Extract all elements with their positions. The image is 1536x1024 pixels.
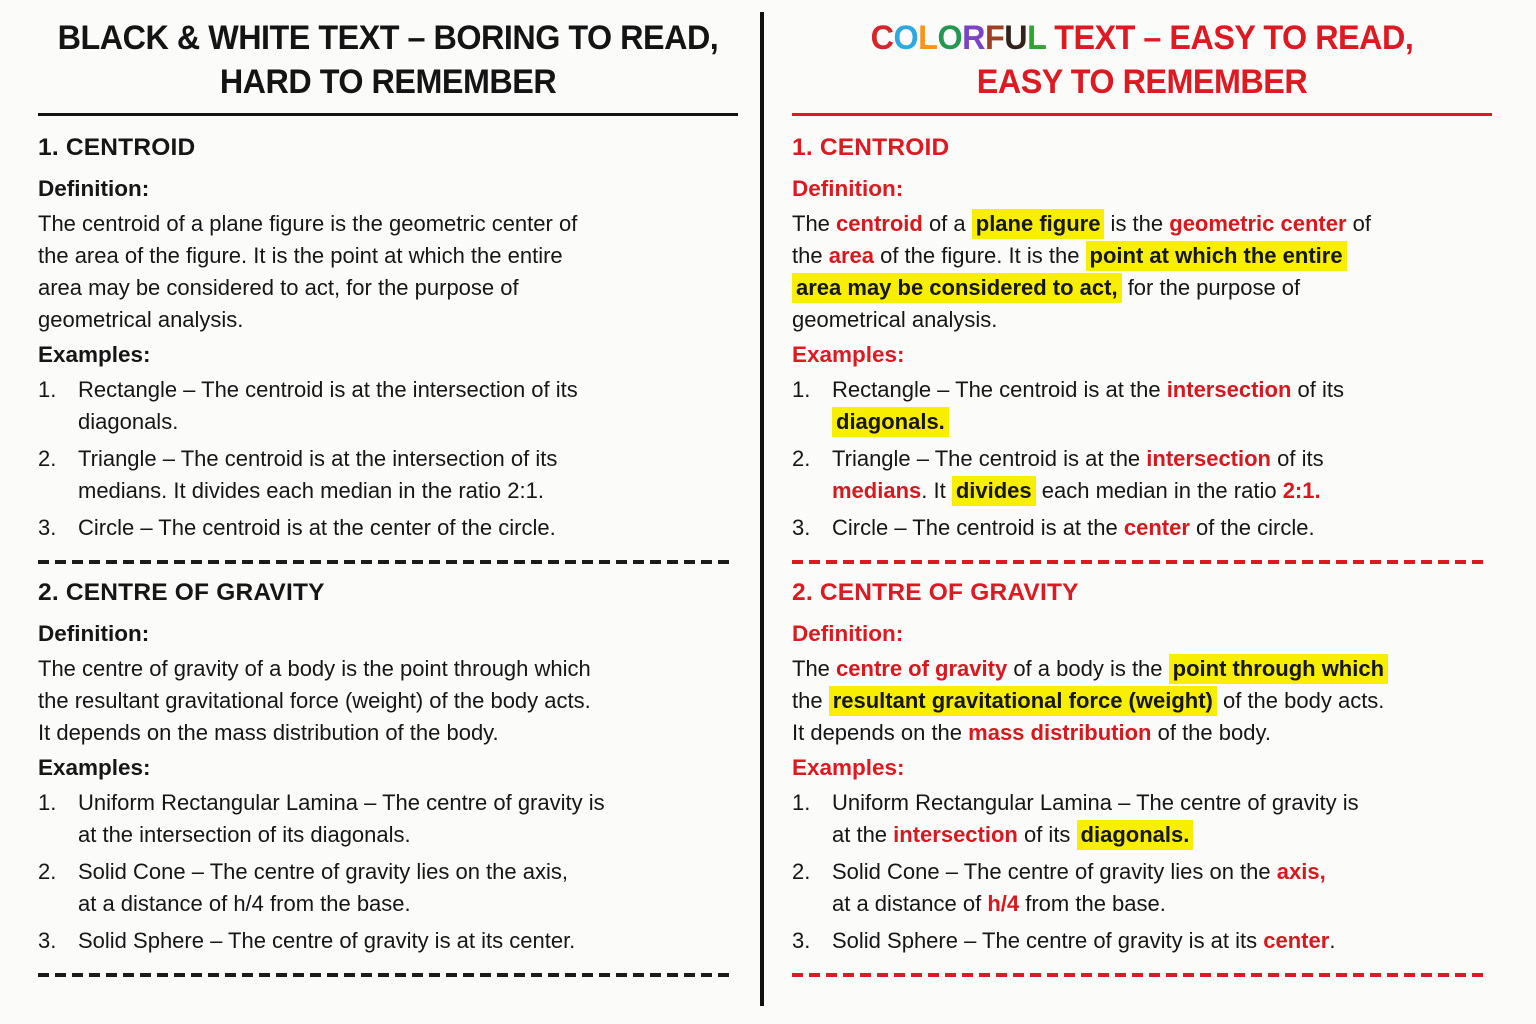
- yellow-highlight-text: plane figure: [972, 209, 1105, 239]
- text-line: [78, 443, 738, 475]
- list-item: [792, 443, 1492, 507]
- text-run: at a distance of: [832, 891, 988, 916]
- text-line: [832, 787, 1492, 819]
- text-run: . It: [921, 478, 952, 503]
- yellow-highlight-text: diagonals.: [832, 407, 949, 437]
- list-item-text: [78, 787, 738, 851]
- paragraph: [792, 653, 1492, 749]
- yellow-highlight-text: divides: [952, 476, 1036, 506]
- text-run: Triangle – The centroid is at the: [832, 446, 1147, 471]
- text-line: [38, 304, 738, 336]
- text-line: [792, 240, 1492, 272]
- text-line: [78, 475, 738, 507]
- color-content: [792, 116, 1492, 977]
- text-line: [832, 475, 1492, 507]
- red-emphasis-text: medians: [832, 478, 922, 503]
- list-item: [38, 925, 738, 957]
- example-list: [38, 374, 738, 544]
- text-run: Solid Cone – The centre of gravity lies on the: [832, 859, 1277, 884]
- text-line: [832, 374, 1492, 406]
- list-item: [38, 787, 738, 851]
- bw-column: [0, 0, 760, 1024]
- red-emphasis-text: h/4: [987, 891, 1020, 916]
- list-item-text: [832, 443, 1492, 507]
- text-line: [832, 888, 1492, 920]
- section-subheading: Examples:: [792, 342, 905, 367]
- list-item: [792, 925, 1492, 957]
- red-emphasis-text: center: [1263, 928, 1330, 953]
- text-run: from the base.: [1019, 891, 1166, 916]
- list-item-text: [832, 512, 1492, 544]
- text-line: [832, 406, 1492, 438]
- bw-content: [38, 116, 738, 977]
- text-run: of its: [1291, 377, 1344, 402]
- example-list: [38, 787, 738, 957]
- dashed-separator: [792, 973, 1488, 977]
- text-run: of the circle.: [1189, 515, 1315, 540]
- red-emphasis-text: geometric center: [1169, 211, 1347, 236]
- text-run: diagonals.: [78, 409, 179, 434]
- text-run: Uniform Rectangular Lamina – The centre of gravity is: [78, 790, 605, 815]
- section-subheading: Definition:: [38, 621, 150, 646]
- text-line: [38, 208, 738, 240]
- text-run: of the figure. It is the: [873, 243, 1086, 268]
- red-emphasis-text: centre of gravity: [836, 656, 1008, 681]
- yellow-highlight-text: diagonals.: [1077, 820, 1194, 850]
- red-emphasis-text: intersection: [893, 822, 1018, 847]
- list-item-text: [78, 512, 738, 544]
- bw-title-line-1: BLACK & WHITE TEXT – BORING TO READ,: [57, 19, 719, 57]
- colorful-word-letter: C: [870, 19, 894, 57]
- list-item-text: [78, 925, 738, 957]
- text-run: the: [792, 243, 829, 268]
- yellow-highlight-text: point through which: [1169, 654, 1388, 684]
- colorful-word-letter: F: [984, 19, 1005, 57]
- list-item-text: [832, 925, 1492, 957]
- text-run: of the body.: [1151, 720, 1271, 745]
- text-line: [792, 685, 1492, 717]
- color-title: [792, 16, 1492, 104]
- text-run: geometrical analysis.: [38, 307, 244, 332]
- section-subheading: Examples:: [38, 755, 151, 780]
- section-subheading: Examples:: [38, 342, 151, 367]
- example-list: [792, 787, 1492, 957]
- text-line: [78, 406, 738, 438]
- text-run: Circle – The centroid is at the: [832, 515, 1124, 540]
- list-number: 1.: [38, 377, 57, 402]
- bw-title: [38, 16, 738, 104]
- text-line: [792, 272, 1492, 304]
- list-number: 3.: [792, 515, 811, 540]
- colorful-word-letter: U: [1004, 19, 1028, 57]
- text-run: of: [1346, 211, 1372, 236]
- text-line: [78, 787, 738, 819]
- text-run: Uniform Rectangular Lamina – The centre of gravity is: [832, 790, 1359, 815]
- text-run: of its: [1271, 446, 1324, 471]
- text-run: Solid Sphere – The centre of gravity is at its center.: [78, 928, 576, 953]
- color-title-text: TEXT – EASY TO READ,: [1045, 19, 1414, 57]
- red-emphasis-text: mass distribution: [968, 720, 1152, 745]
- section-subheading: Examples:: [792, 755, 905, 780]
- text-run: Rectangle – The centroid is at the: [832, 377, 1167, 402]
- text-line: [792, 208, 1492, 240]
- list-item: [792, 856, 1492, 920]
- color-column: [764, 0, 1536, 1024]
- text-line: [792, 653, 1492, 685]
- section-subheading: Definition:: [792, 176, 904, 201]
- text-run: Rectangle – The centroid is at the intersection of its: [78, 377, 578, 402]
- section-heading: 1. CENTROID: [38, 134, 196, 161]
- list-number: 3.: [38, 515, 57, 540]
- list-number: 2.: [792, 446, 811, 471]
- paragraph: [38, 208, 738, 336]
- red-emphasis-text: intersection: [1146, 446, 1271, 471]
- list-number: 1.: [792, 790, 811, 815]
- text-line: [78, 819, 738, 851]
- list-item: [38, 512, 738, 544]
- color-title-line-2: EASY TO REMEMBER: [976, 63, 1308, 101]
- list-number: 1.: [38, 790, 57, 815]
- colorful-word-letter: R: [962, 19, 985, 57]
- text-run: medians. It divides each median in the ratio 2:1.: [78, 478, 544, 503]
- text-run: It depends on the: [792, 720, 969, 745]
- list-number: 2.: [38, 446, 57, 471]
- text-run: geometrical analysis.: [792, 307, 998, 332]
- dashed-separator: [38, 973, 734, 977]
- colorful-word-letter: L: [1027, 19, 1046, 57]
- list-item: [792, 512, 1492, 544]
- list-item: [792, 374, 1492, 438]
- text-run: .: [1329, 928, 1336, 953]
- text-line: [792, 717, 1492, 749]
- list-item: [38, 443, 738, 507]
- yellow-highlight-text: point at which the entire: [1086, 241, 1347, 271]
- text-line: [832, 819, 1492, 851]
- text-run: the area of the figure. It is the point at which the entire: [38, 243, 563, 268]
- text-line: [78, 888, 738, 920]
- text-run: each median in the ratio: [1035, 478, 1283, 503]
- colorful-word-letter: L: [918, 19, 938, 57]
- red-emphasis-text: centroid: [836, 211, 923, 236]
- text-line: [832, 512, 1492, 544]
- text-line: [38, 272, 738, 304]
- text-run: area may be considered to act, for the purpose of: [38, 275, 519, 300]
- list-item-text: [78, 443, 738, 507]
- list-item-text: [78, 374, 738, 438]
- list-item: [792, 787, 1492, 851]
- text-line: [38, 653, 738, 685]
- list-item: [38, 856, 738, 920]
- text-line: [832, 925, 1492, 957]
- red-emphasis-text: area: [828, 243, 874, 268]
- list-item-text: [78, 856, 738, 920]
- list-number: 3.: [792, 928, 811, 953]
- red-emphasis-text: 2:1.: [1282, 478, 1321, 503]
- text-run: of its: [1017, 822, 1077, 847]
- text-run: The centroid of a plane figure is the geometric center of: [38, 211, 578, 236]
- list-item-text: [832, 374, 1492, 438]
- text-line: [38, 685, 738, 717]
- text-run: The: [792, 211, 837, 236]
- section-heading: 1. CENTROID: [792, 134, 950, 161]
- text-line: [38, 717, 738, 749]
- list-number: 3.: [38, 928, 57, 953]
- text-run: the: [792, 688, 829, 713]
- bw-title-line-2: HARD TO REMEMBER: [219, 63, 557, 101]
- text-run: Solid Sphere – The centre of gravity is at its: [832, 928, 1264, 953]
- text-line: [832, 443, 1492, 475]
- paragraph: [792, 208, 1492, 336]
- example-list: [792, 374, 1492, 544]
- list-item: [38, 374, 738, 438]
- text-run: Solid Cone – The centre of gravity lies on the axis,: [78, 859, 568, 884]
- text-line: [792, 304, 1492, 336]
- text-run: for the purpose of: [1121, 275, 1301, 300]
- yellow-highlight-text: resultant gravitational force (weight): [829, 686, 1217, 716]
- text-run: is the: [1104, 211, 1170, 236]
- colorful-word-letter: O: [893, 19, 919, 57]
- text-line: [78, 374, 738, 406]
- red-emphasis-text: intersection: [1166, 377, 1292, 402]
- paragraph: [38, 653, 738, 749]
- text-run: Circle – The centroid is at the center of the circle.: [78, 515, 556, 540]
- text-line: [832, 856, 1492, 888]
- text-run: of the body acts.: [1216, 688, 1385, 713]
- text-run: Triangle – The centroid is at the intersection of its: [78, 446, 558, 471]
- red-emphasis-text: axis,: [1276, 859, 1326, 884]
- section-heading: 2. CENTRE OF GRAVITY: [792, 579, 1079, 606]
- text-run: The centre of gravity of a body is the point through which: [38, 656, 591, 681]
- text-line: [78, 856, 738, 888]
- text-run: at the intersection of its diagonals.: [78, 822, 411, 847]
- list-number: 2.: [38, 859, 57, 884]
- red-emphasis-text: center: [1123, 515, 1190, 540]
- text-run: The: [792, 656, 837, 681]
- list-item-text: [832, 856, 1492, 920]
- text-run: It depends on the mass distribution of the body.: [38, 720, 499, 745]
- color-title-line-1: [810, 16, 1475, 60]
- section-subheading: Definition:: [792, 621, 904, 646]
- section-subheading: Definition:: [38, 176, 150, 201]
- text-run: at a distance of h/4 from the base.: [78, 891, 411, 916]
- yellow-highlight-text: area may be considered to act,: [792, 273, 1122, 303]
- text-line: [38, 240, 738, 272]
- text-run: at the: [832, 822, 894, 847]
- section-heading: 2. CENTRE OF GRAVITY: [38, 579, 325, 606]
- text-run: the resultant gravitational force (weight) of the body acts.: [38, 688, 591, 713]
- dashed-separator: [792, 560, 1488, 564]
- list-number: 2.: [792, 859, 811, 884]
- list-number: 1.: [792, 377, 811, 402]
- text-line: [78, 925, 738, 957]
- list-item-text: [832, 787, 1492, 851]
- text-run: of a body is the: [1007, 656, 1169, 681]
- dashed-separator: [38, 560, 734, 564]
- colorful-word-letter: O: [937, 19, 963, 57]
- text-run: of a: [922, 211, 972, 236]
- text-line: [78, 512, 738, 544]
